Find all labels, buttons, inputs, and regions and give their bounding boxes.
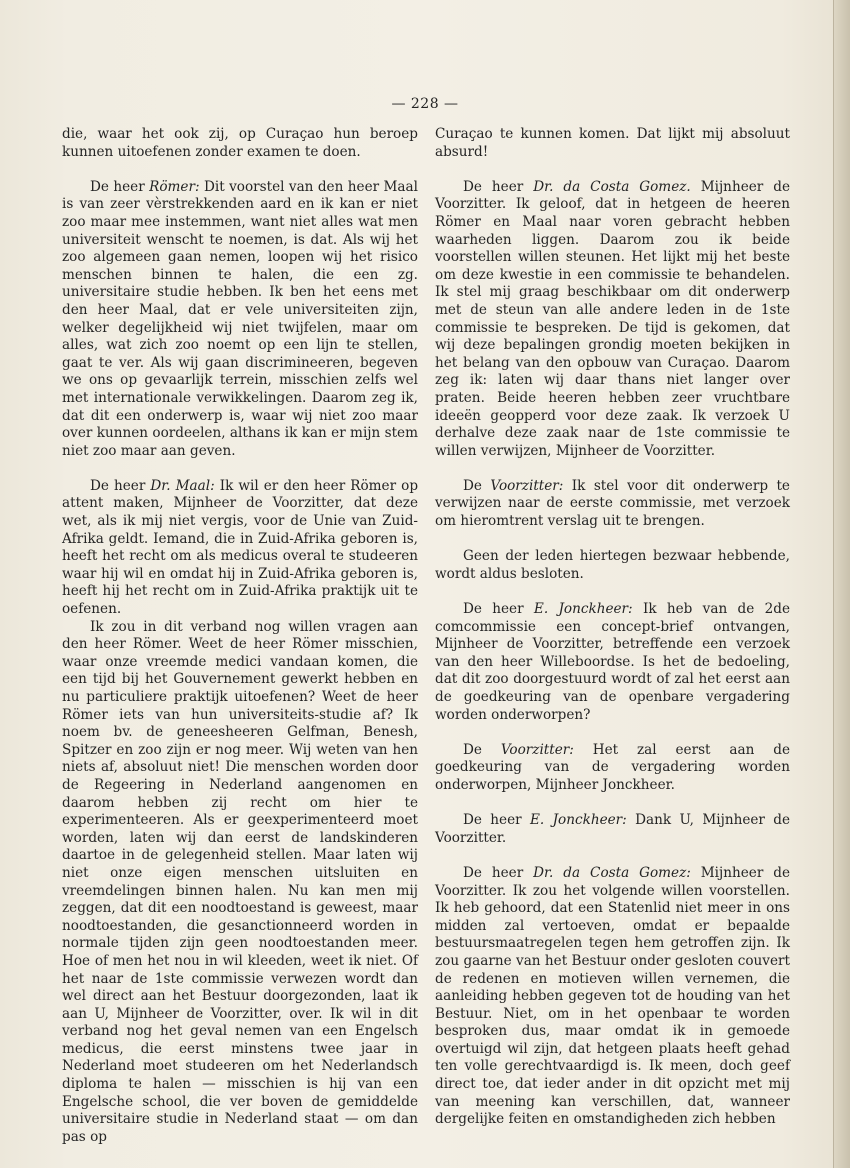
paragraph-text: Mijnheer de Voorzitter. Ik geloof, dat in hetgeen de heeren Römer en Maal naar voren gebracht hebben waarheden liggen. Daarom zou ik beide voorstellen willen steunen. Het lijkt mij het beste om deze kwestie in een commissie te behandelen. Ik stel mij graag beschikbaar om dit onderwerp met de steun van alle andere leden in de 1ste commissie te bespreken. De tijd is gekomen, dat wij deze bepalingen grondig moeten bekijken in het belang van den opbouw van Curaçao. Daarom zeg ik: laten wij daar thans niet langer over praten. Beide heeren hebben zeer vruchtbare ideeën geopperd voor deze zaak. Ik verzoek U derhalve deze zaak naar de 1ste commissie te willen verwijzen, Mijnheer de Voorzitter. (435, 178, 790, 459)
paragraph (435, 179, 790, 461)
paragraph-text: Ik wil er den heer Römer op attent maken, Mijnheer de Voorzitter, dat deze wet, als ik mij niet vergis, voor de Unie van Zuid-Afrika geldt. Iemand, die in Zuid-Afrika geboren is, heeft het recht om als medicus overal te studeeren waar hij wil en omdat hij in Zuid-Afrika geboren is, heeft hij het recht om in Zuid-Afrika praktijk uit te oefenen. (62, 477, 419, 618)
speaker-name: Voorzitter: (500, 741, 574, 758)
speaker-name: Dr. Maal: (150, 477, 215, 494)
speaker-name: Römer: (149, 178, 200, 195)
paragraph (435, 601, 790, 724)
paragraph-text: Ik stel voor dit onderwerp te verwijzen naar de eerste commissie, met verzoek om hieromtrent verslag uit te brengen. (435, 477, 790, 530)
paragraph-text: Het zal eerst aan de goedkeuring van de vergadering worden onderworpen, Mijnheer Jonckheer. (435, 741, 790, 793)
paragraph-text: Ik zou in dit verband nog willen vragen aan den heer Römer. Weet de heer Römer misschien, waar onze vreemde medici vandaan komen, die een tijd bij het Gouvernement gewerkt hebben en nu particuliere praktijk uitoefenen? Weet de heer Römer iets van hun universiteits-studie af? Ik noem bv. de geneesheeren Gelfman, Benesh, Spitzer en zoo zijn er nog meer. Wij weten van hen niets af, absoluut niet! Die menschen worden door de Regeering in Nederland aangenomen en daarom hebben zij recht om hier te experimenteeren. Als er geexperimenteerd moet worden, laten wij dan eerst de landskinderen daartoe in de gelegenheid stellen. Maar laten wij niet onze eigen menschen uitsluiten en vreemdelingen binnen halen. Nu kan men mij zeggen, dat dit een noodtoestand is geweest, maar noodtoestanden, die gesanctionneerd worden in normale tijden zijn geen noodtoestanden meer. Hoe of men het nou in wil kleeden, weet ik niet. Of het naar de 1ste commissie verwezen wordt dan wel direct aan het Bestuur doorgezonden, laat ik aan U, Mijnheer de Voorzitter, over. Ik wil in dit verband nog het geval nemen van een Engelsch medicus, die eerst minstens twee jaar in Nederland moet studeeren om het Nederlandsch diploma te halen — misschien is hij van een Engelsche school, die ver boven de gemiddelde universitaire studie in Nederland staat — om dan pas op (62, 618, 418, 1145)
paragraph-text: die, waar het ook zij, op Curaçao hun beroep kunnen uitoefenen zonder examen te doen. (62, 126, 418, 160)
paragraph-text: Mijnheer de Voorzitter. Ik zou het volgende willen voorstellen. Ik heb gehoord, dat een Statenlid niet meer in ons midden zal vertoeven, omdat er bepaalde bestuursmaatregelen tegen hem getroffen zijn. Ik zou gaarne van het Bestuur onder gesloten couvert de redenen en motieven willen vernemen, die aanleiding hebben gegeven tot de houding van het Bestuur. Niet, om in het openbaar te worden besproken dus, maar omdat ik in gemoede overtuigd wil zijn, dat hetgeen plaats heeft gehad ten volle gerechtvaardigd is. Ik meen, doch geef direct toe, dat ieder ander in dit opzicht met mij van meening kan verschillen, dat, wanneer dergelijke feiten en omstandigheden zich hebben (435, 864, 791, 1128)
speaker-prefix: De heer (90, 178, 145, 195)
right-column (435, 126, 790, 1129)
paragraph-text: Dank U, Mijnheer de Voorzitter. (435, 812, 791, 846)
speaker-prefix: De heer (463, 812, 522, 829)
speaker-name: E. Jonckheer: (533, 601, 633, 618)
page-number: — 228 — (391, 96, 459, 112)
paragraph-text: Curaçao te kunnen komen. Dat lijkt mij absoluut absurd! (435, 126, 790, 160)
paragraph-text: Ik heb van de 2de comcommissie een concept-brief ontvangen, Mijnheer de Voorzitter, betreffende een verzoek van den heer Willeboordse. Is het de bedoeling, dat dit zoo doorgestuurd wordt of zal het eerst aan de goedkeuring van de openbare vergadering worden onderworpen? (435, 601, 790, 723)
speaker-name: Voorzitter: (490, 477, 564, 494)
speaker-prefix: De heer (463, 178, 524, 195)
speaker-name: Dr. da Costa Gomez. (533, 178, 691, 195)
paragraph (62, 478, 418, 619)
speaker-prefix: De (463, 477, 482, 494)
paragraph-text: Dit voorstel van den heer Maal is van zeer vèrstrekkenden aard en ik kan er niet zoo maar mee instemmen, want niet alles wat men universiteit wenscht te noemen, is dat. Als wij het zoo algemeen gaan nemen, loopen wij het risico menschen binnen te halen, die een zg. universitaire studie hebben. Ik ben het eens met den heer Maal, dat er vele universiteiten zijn, welker degelijkheid wij niet twijfelen, maar om alles, wat zich zoo noemt op een lijn te stellen, gaat te ver. Als wij gaan discrimineeren, begeven we ons op gevaarlijk terrein, misschien zelfs wel met internationale verwikkelingen. Daarom zeg ik, dat dit een onderwerp is, waar wij niet zoo maar over kunnen oordeelen, althans ik kan er mijn stem niet zoo maar aan geven. (62, 178, 418, 459)
left-column (62, 126, 418, 1146)
paragraph (435, 478, 790, 531)
page-edge (833, 0, 850, 1168)
speaker-name: E. Jonckheer: (530, 812, 627, 829)
paragraph (62, 126, 418, 161)
paragraph (435, 548, 790, 583)
paragraph (62, 179, 418, 461)
paragraph (435, 865, 790, 1129)
speaker-prefix: De heer (463, 864, 524, 881)
paragraph (435, 742, 790, 795)
speaker-prefix: De heer (90, 477, 146, 494)
speaker-prefix: De heer (463, 601, 524, 618)
paragraph (62, 619, 418, 1147)
paragraph (435, 812, 790, 847)
paragraph (435, 126, 790, 161)
speaker-prefix: De (463, 741, 482, 758)
speaker-name: Dr. da Costa Gomez: (533, 864, 691, 881)
paragraph-text: Geen der leden hiertegen bezwaar hebbende, wordt aldus besloten. (435, 548, 790, 582)
